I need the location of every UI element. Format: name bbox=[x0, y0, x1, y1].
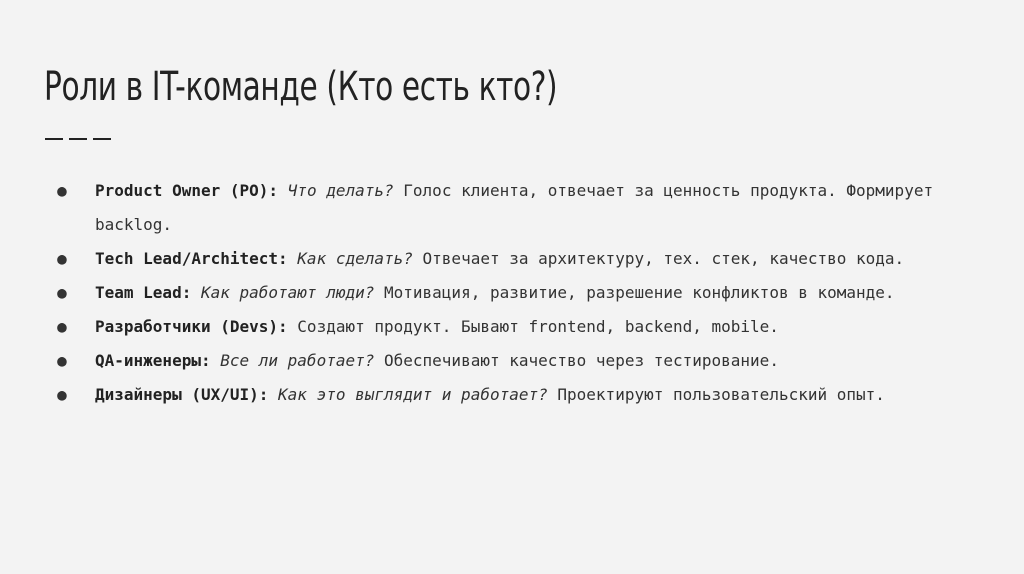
bullet-icon: ● bbox=[57, 317, 67, 336]
role-term: Разработчики (Devs): bbox=[95, 317, 288, 336]
list-item-team-lead bbox=[56, 276, 986, 310]
role-description: Отвечает за архитектуру, тех. стек, качество кода. bbox=[422, 249, 905, 268]
role-question: Все ли работает? bbox=[220, 351, 375, 370]
list-item-developers bbox=[56, 310, 986, 344]
role-term: QA-инженеры: bbox=[95, 351, 211, 370]
title-divider bbox=[45, 138, 111, 140]
list-item-qa-engineers bbox=[56, 344, 986, 378]
bullet-icon: ● bbox=[57, 181, 67, 200]
list-item-tech-lead bbox=[56, 242, 986, 276]
role-term: Product Owner (PO): bbox=[95, 181, 279, 200]
role-description: Мотивация, развитие, разрешение конфликтов в команде. bbox=[384, 283, 895, 302]
role-question: Как это выглядит и работает? bbox=[278, 385, 548, 404]
role-description: Проектируют пользовательский опыт. bbox=[557, 385, 885, 404]
role-term: Дизайнеры (UX/UI): bbox=[95, 385, 269, 404]
bullet-icon: ● bbox=[57, 385, 67, 404]
role-description: Голос клиента, отвечает за ценность продукта. Формирует backlog. bbox=[95, 181, 934, 234]
role-term: Team Lead: bbox=[95, 283, 192, 302]
role-description: Обеспечивают качество через тестирование. bbox=[384, 351, 779, 370]
bullet-icon: ● bbox=[57, 351, 67, 370]
bullet-icon: ● bbox=[57, 283, 67, 302]
list-item-designers bbox=[56, 378, 986, 412]
role-question: Как сделать? bbox=[297, 249, 413, 268]
list-item-product-owner bbox=[56, 174, 986, 242]
slide-title: Роли в IT-команде (Кто есть кто?) bbox=[44, 64, 558, 110]
bullet-icon: ● bbox=[57, 249, 67, 268]
roles-list bbox=[56, 174, 986, 412]
role-question: Как работают люди? bbox=[200, 283, 375, 302]
role-description: Создают продукт. Бывают frontend, backend, mobile. bbox=[297, 317, 779, 336]
role-term: Tech Lead/Architect: bbox=[95, 249, 288, 268]
role-question: Что делать? bbox=[287, 181, 394, 200]
